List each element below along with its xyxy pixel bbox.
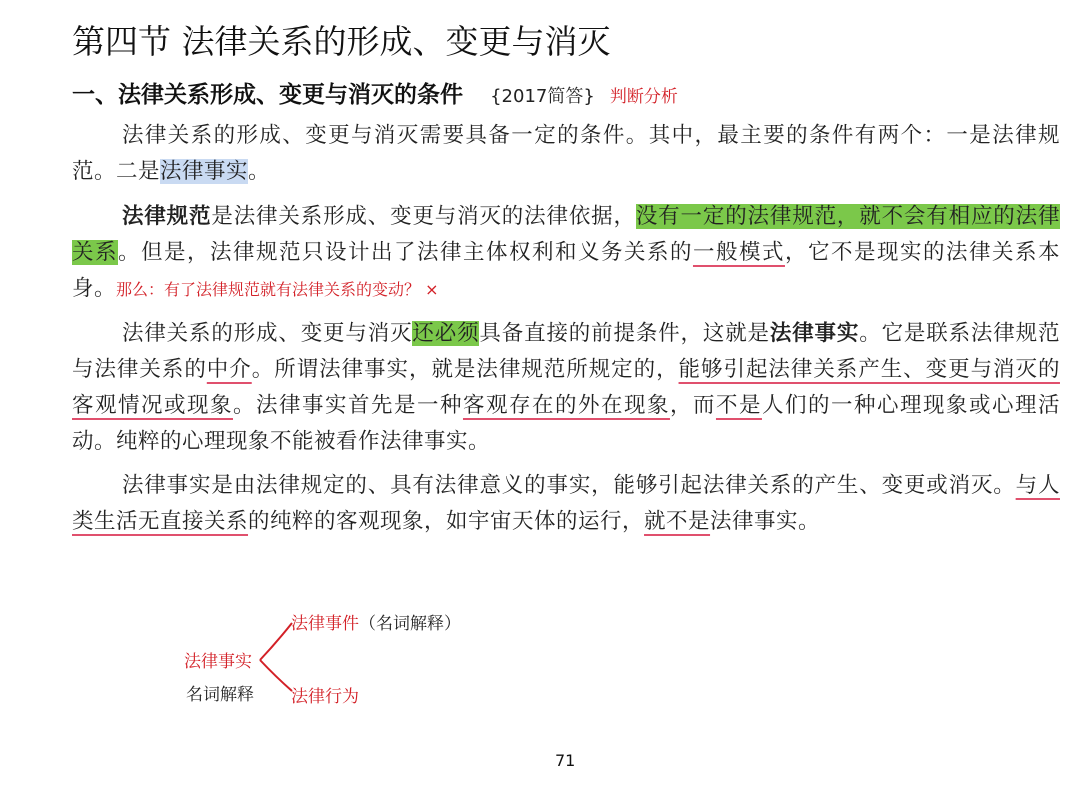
diagram-root-note: 名词解释 [186, 685, 254, 705]
exam-year-tag: {2017简答} [490, 86, 595, 107]
p1-end: 。 [248, 159, 271, 184]
bold-legal-fact: 法律事实 [769, 321, 860, 346]
diagram-root: 法律事实 [184, 652, 252, 672]
p3-text-g: 人们的一种心理现象或心理活动。纯粹的心理现象不能被看作法律事实。 [72, 393, 1060, 454]
branch-event-label: 法律事件 [291, 614, 359, 634]
p2-text-a: 是法律关系形成、变更与消灭的法律依据， [211, 204, 636, 229]
p3-text-e: 。法律事实首先是一种 [233, 393, 463, 418]
paragraph-1 [72, 118, 1060, 190]
section-heading-row [72, 76, 678, 109]
question-type-note: 判断分析 [609, 87, 678, 107]
p3-text-a: 法律关系的形成、变更与消灭 [122, 321, 413, 346]
p3-text-f: ，而 [669, 393, 716, 418]
paragraph-3 [72, 316, 1060, 460]
p1-text: 法律关系的形成、变更与消灭需要具备一定的条件。其中，最主要的条件有两个：一是法律规范。二是 [72, 123, 1060, 184]
p2-text-b: 。但是，法律规范只设计出了法律主体权利和义务关系的 [118, 240, 693, 265]
page-number: 71 [555, 751, 576, 770]
highlight-no-norm: 没有一定的法律规范，就不会有相应的法律关系 [72, 204, 1060, 265]
underline-not: 不是 [715, 393, 762, 418]
bold-legal-norm: 法律规范 [122, 204, 212, 229]
p4-text-a: 法律事实是由法律规定的、具有法律意义的事实，能够引起法律关系的产生、变更或消灭。 [122, 473, 1016, 498]
annotation-note: 那么：有了法律规范就有法律关系的变动？ × [116, 280, 439, 299]
section-heading: 一、法律关系形成、变更与消灭的条件 [72, 82, 463, 108]
underline-is-not: 就不是 [644, 509, 711, 534]
underline-definition: 能够引起法律关系产生、变更与消灭的客观情况或现象 [72, 357, 1060, 418]
page-title: 第四节 法律关系的形成、变更与消灭 [72, 22, 611, 61]
underline-objective: 客观存在的外在现象 [462, 393, 670, 418]
underline-general-mode: 一般模式 [692, 240, 785, 265]
underline-medium: 中介 [206, 357, 252, 382]
p3-text-b: 具备直接的前提条件，这就是 [479, 321, 770, 346]
highlight-also-must: 还必须 [412, 321, 480, 346]
branch-event-note: （名词解释） [359, 614, 461, 634]
underline-unrelated: 与人类生活无直接关系 [72, 473, 1060, 534]
p3-text-c: 。它是联系法律规范与法律关系的 [72, 321, 1060, 382]
p2-text-c: ，它不是现实的法律关系本身。 [72, 240, 1060, 301]
p4-text-b: 的纯粹的客观现象，如宇宙天体的运行， [248, 509, 645, 534]
branch-line-upper [260, 623, 292, 660]
p4-text-c: 法律事实。 [710, 509, 821, 534]
paragraph-2 [72, 199, 1060, 308]
diagram-branch-event [291, 609, 461, 634]
diagram-branch-act: 法律行为 [291, 687, 359, 707]
p3-text-d: 。所谓法律事实，就是法律规范所规定的， [251, 357, 679, 382]
branch-line-lower [260, 660, 292, 691]
highlight-legal-fact: 法律事实 [160, 159, 249, 184]
paragraph-4 [72, 468, 1060, 540]
